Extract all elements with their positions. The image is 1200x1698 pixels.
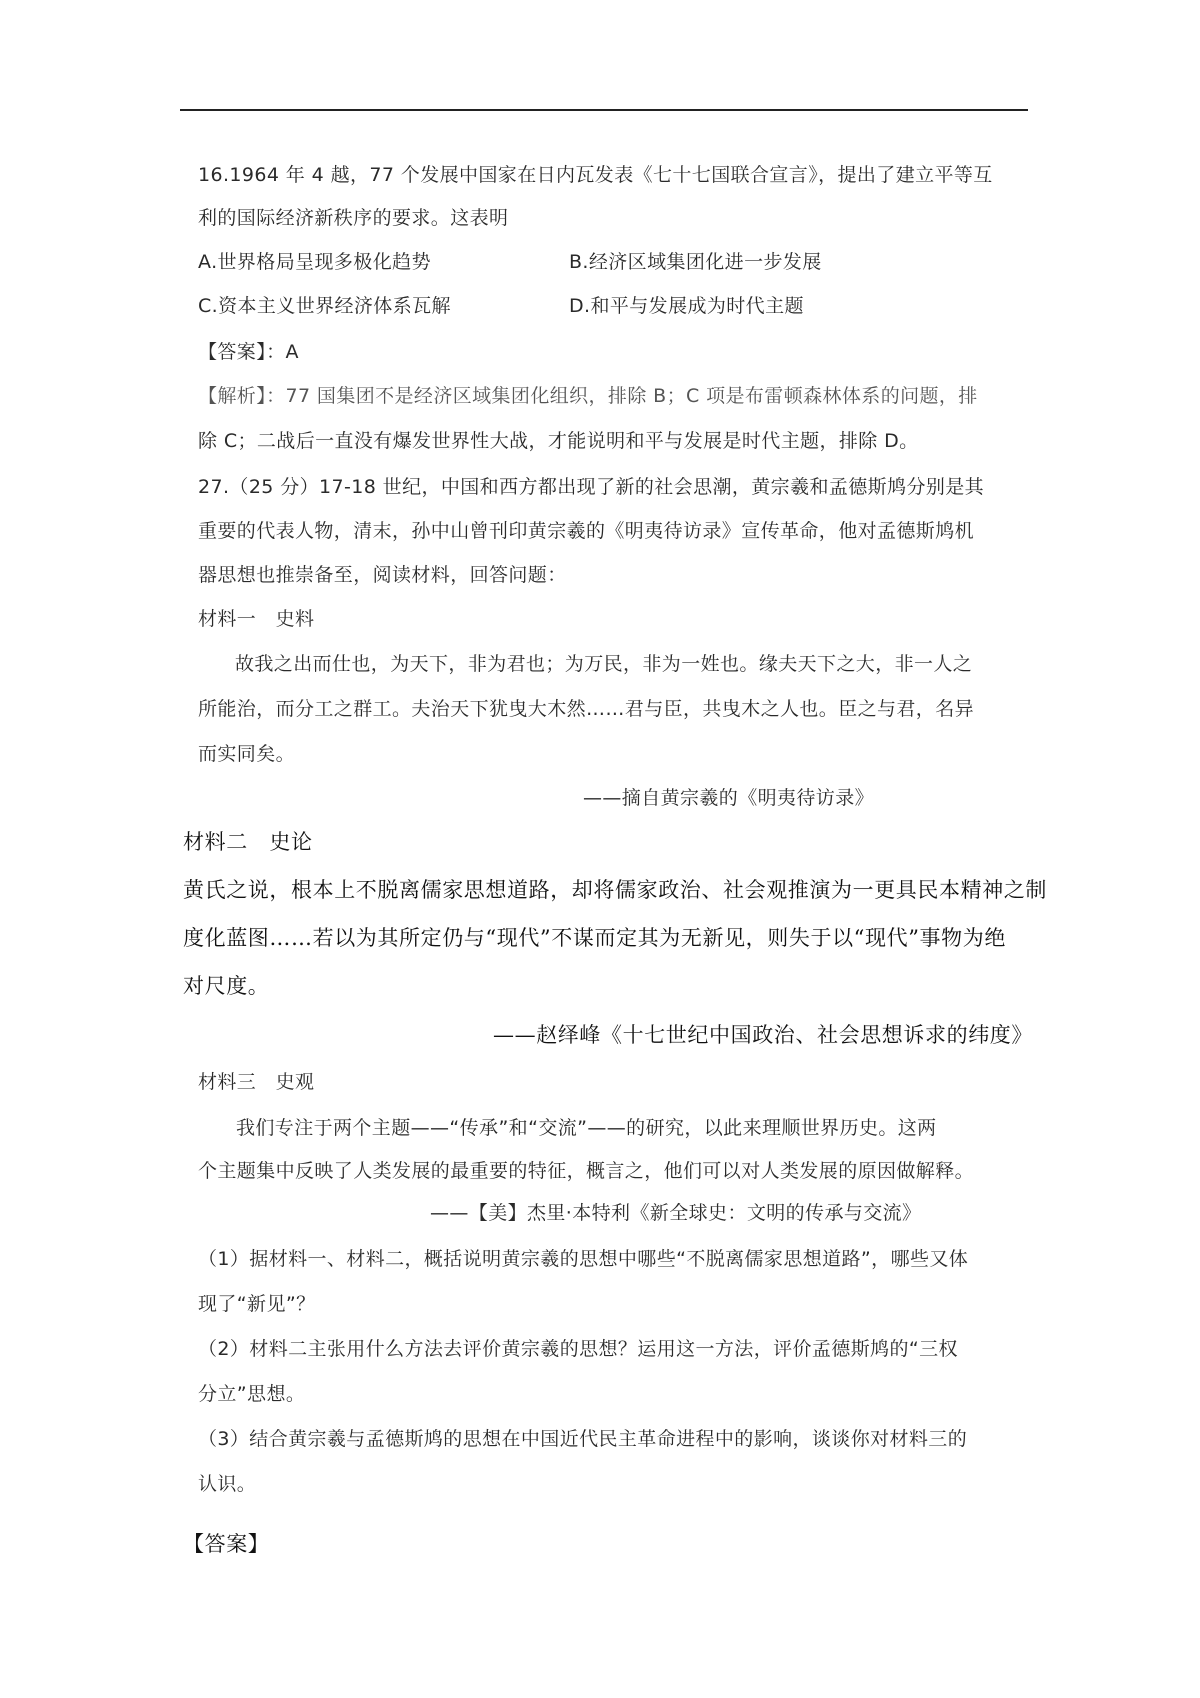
material-1-line-1: 故我之出而仕也，为天下，非为君也；为万民，非为一姓也。缘夫天下之大，非一人之 (235, 653, 973, 675)
q16-option-d: D.和平与发展成为时代主题 (569, 295, 804, 317)
material-3-line-1: 我们专注于两个主题——“传承”和“交流”——的研究，以此来理顺世界历史。这两 (236, 1117, 937, 1139)
q16-stem-line-1: 16.1964 年 4 越，77 个发展中国家在日内瓦发表《七十七国联合宣言》，提出了建立平等互 (198, 164, 993, 186)
q16-answer: 【答案】：A (198, 341, 299, 363)
q16-analysis-line-2: 除 C；二战后一直没有爆发世界性大战，才能说明和平与发展是时代主题，排除 D。 (198, 430, 919, 452)
material-1-heading: 材料一 史料 (198, 608, 315, 630)
material-2-line-1: 黄氏之说，根本上不脱离儒家思想道路，却将儒家政治、社会观推演为一更具民本精神之制 (183, 878, 1047, 902)
sub-question-2-line-2: 分立”思想。 (198, 1383, 306, 1405)
q27-intro-line-3: 器思想也推崇备至，阅读材料，回答问题： (198, 564, 567, 586)
sub-question-3-line-2: 认识。 (198, 1473, 257, 1495)
material-3-source: ——【美】杰里·本特利《新全球史：文明的传承与交流》 (430, 1202, 922, 1224)
q16-option-a: A.世界格局呈现多极化趋势 (198, 251, 431, 273)
material-2-line-2: 度化蓝图……若以为其所定仍与“现代”不谋而定其为无新见，则失于以“现代”事物为绝 (183, 926, 1006, 950)
q16-option-c: C.资本主义世界经济体系瓦解 (198, 295, 451, 317)
sub-question-1-line-2: 现了“新见”？ (198, 1293, 316, 1315)
material-1-line-2: 所能治，而分工之群工。夫治天下犹曳大木然……君与臣，共曳木之人也。臣之与君，名异 (198, 698, 975, 720)
answer-heading: 【答案】 (183, 1532, 270, 1556)
q16-option-b: B.经济区域集团化进一步发展 (569, 251, 822, 273)
header-rule (180, 109, 1028, 111)
q27-intro-line-1: 27.（25 分）17-18 世纪，中国和西方都出现了新的社会思潮，黄宗羲和孟德斯鸠分别是其 (198, 476, 985, 498)
q16-stem-line-2: 利的国际经济新秩序的要求。这表明 (198, 207, 509, 229)
sub-question-2-line-1: （2）材料二主张用什么方法去评价黄宗羲的思想？运用这一方法，评价孟德斯鸠的“三权 (198, 1338, 958, 1360)
material-1-source: ——摘自黄宗羲的《明夷待访录》 (583, 787, 875, 809)
material-1-line-3: 而实同矣。 (198, 743, 296, 765)
material-2-source: ——赵绎峰《十七世纪中国政治、社会思想诉求的纬度》 (493, 1023, 1033, 1047)
sub-question-3-line-1: （3）结合黄宗羲与孟德斯鸠的思想在中国近代民主革命进程中的影响，谈谈你对材料三的 (198, 1428, 968, 1450)
q16-analysis-line-1: 【解析】：77 国集团不是经济区域集团化组织，排除 B；C 项是布雷顿森林体系的问题，排 (198, 385, 978, 407)
q27-intro-line-2: 重要的代表人物，清末，孙中山曾刊印黄宗羲的《明夷待访录》宣传革命，他对孟德斯鸠机 (198, 520, 975, 542)
material-2-line-3: 对尺度。 (183, 974, 270, 998)
material-2-heading: 材料二 史论 (183, 830, 313, 854)
material-3-line-2: 个主题集中反映了人类发展的最重要的特征，概言之，他们可以对人类发展的原因做解释。 (198, 1160, 975, 1182)
material-3-heading: 材料三 史观 (198, 1071, 315, 1093)
sub-question-1-line-1: （1）据材料一、材料二，概括说明黄宗羲的思想中哪些“不脱离儒家思想道路”，哪些又体 (198, 1248, 969, 1270)
